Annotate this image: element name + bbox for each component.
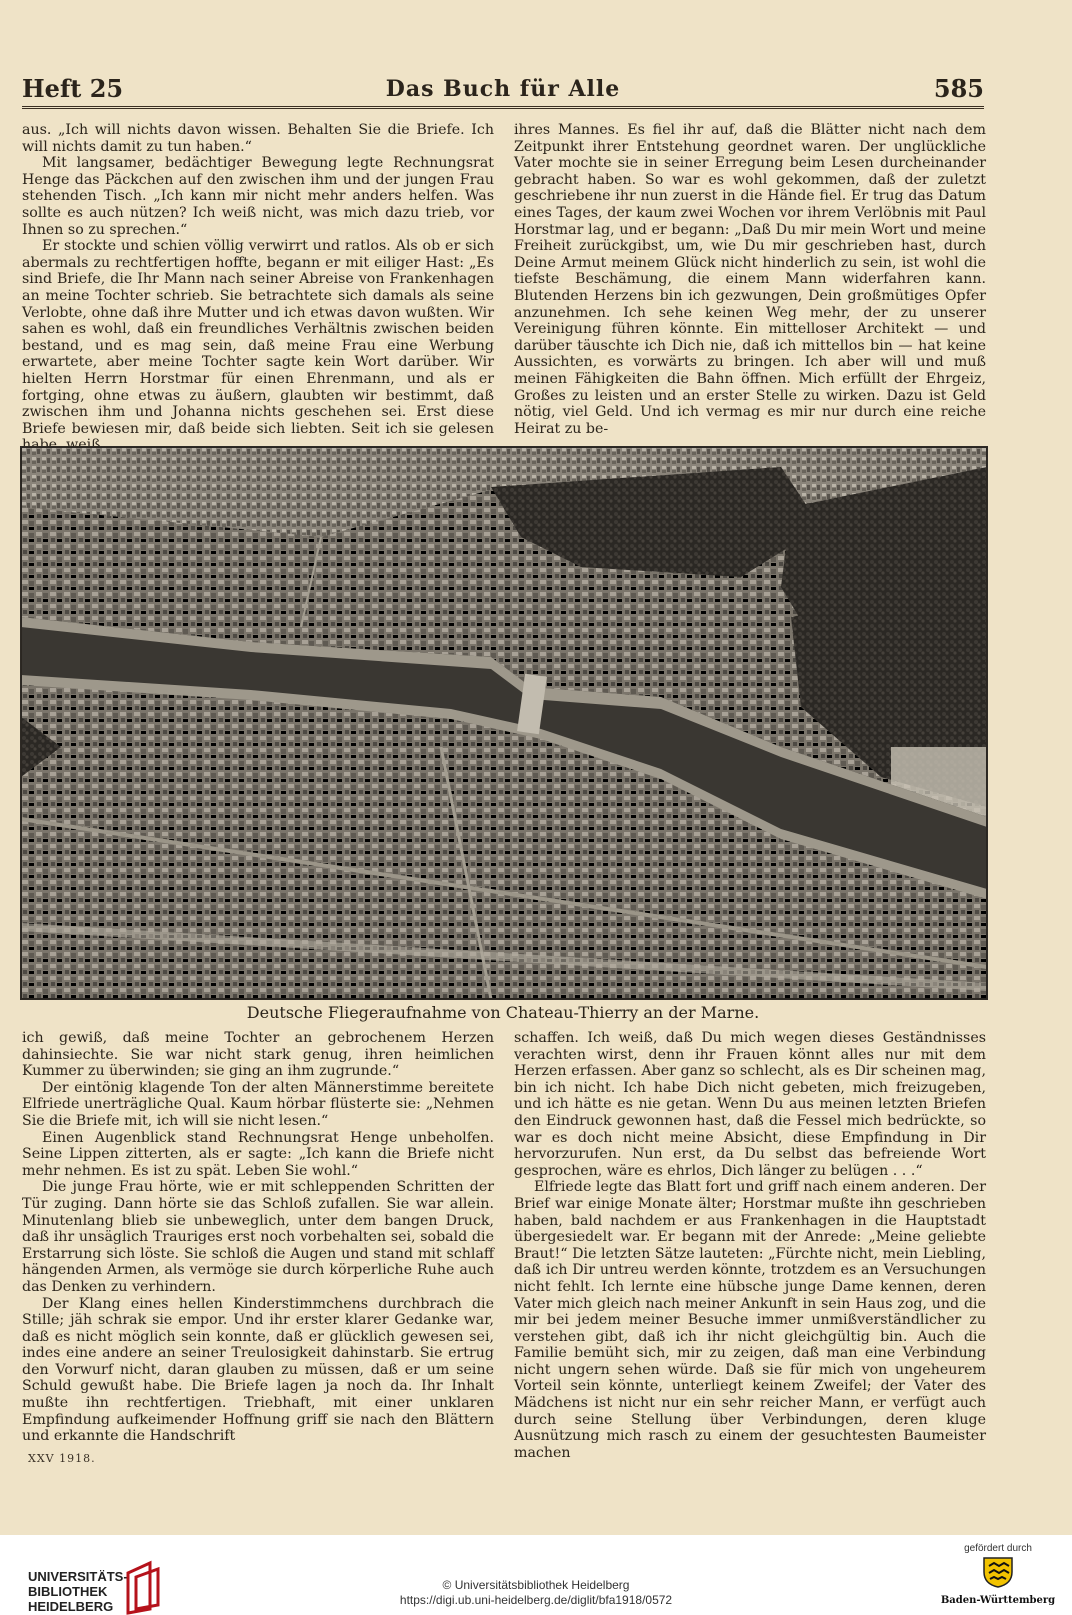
- column-right-top: [514, 122, 986, 437]
- library-name-line: HEIDELBERG: [28, 1599, 114, 1614]
- column-left-top: [22, 122, 494, 454]
- printer-signature: XXV 1918.: [28, 1452, 96, 1465]
- paragraph: aus. „Ich will nichts davon wissen. Behalten Sie die Briefe. Ich will nichts damit zu tun haben.“: [22, 122, 494, 155]
- library-name-line: UNIVERSITÄTS-: [28, 1569, 128, 1584]
- sponsor-block: [938, 1543, 1058, 1606]
- paragraph: ich gewiß, daß meine Tochter an gebrochenem Herzen dahinsiechte. Sie war nicht stark genug, ihren heimlichen Kummer zu überwinden; sie ging an ihm zugrunde.“: [22, 1030, 494, 1080]
- copyright-block: [0, 1578, 1072, 1608]
- paragraph: Der eintönig klagende Ton der alten Männerstimme bereitete Elfriede unerträgliche Qual. Kaum hörbar flüsterte sie: „Nehmen Sie die Briefe mit, ich will sie nicht lesen.“: [22, 1079, 494, 1129]
- paragraph: Elfriede legte das Blatt fort und griff nach einem anderen. Der Brief war einige Monate älter; Horstmar mußte ihn geschrieben haben, bald nachdem er aus Frankenhagen in die Hauptstadt übergesiedelt war. Er begann mit der Anrede: „Meine geliebte Braut!“ Die letzten Sätze lauteten: „Fürchte nicht, mein Liebling, daß ich Dir untreu werden könnte, trotzdem es an Versuchungen nicht fehlt. Ich lernte eine hübsche junge Dame kennen, deren Vater mich gleich nach meiner Ankunft in sein Haus zog, und die mir bei jedem meiner Besuche immer unmißverständlicher zu verstehen gibt, daß ich ihr nicht gleichgültig bin. Auch die Familie bemüht sich, mir zu zeigen, daß man eine Verbindung nicht ungern sehen würde. Daß sie für mich von ungeheurem Vorteil sein könnte, unterliegt keinem Zweifel; der Vater des Mädchens ist nicht nur ein sehr reicher Mann, er verfügt auch durch seine Stellung über Verbindungen, deren kluge Ausnützung mich rasch zu einem der gesuchtesten Baumeister machen: [514, 1179, 986, 1461]
- aerial-photograph: [20, 446, 988, 1000]
- magazine-title: Das Buch für Alle: [385, 76, 621, 102]
- aerial-photo-image: [21, 447, 987, 999]
- paragraph: Er stockte und schien völlig verwirrt und ratlos. Als ob er sich abermals zu rechtfertigen hoffte, begann er mit eiliger Hast: „Es sind Briefe, die Ihr Mann nach seiner Abreise von Frankenhagen an meine Tochter schrieb. Sie betrachtete sich damals als seine Verlobte, ohne daß ihre Mutter und ich etwas davon wußten. Wir sahen es wohl, daß ein freundliches Verhältnis zwischen beiden bestand, und es mag sein, daß meine Frau eine Werbung erwartete, aber meine Tochter sagte kein Wort darüber. Wir hielten Herrn Horstmar für einen Ehrenmann, und als er fortging, ohne etwas zu äußern, glaubten wir bestimmt, daß zwischen ihm und Johanna nichts geschehen sei. Erst diese Briefe bewiesen mir, daß beide sich liebten. Seit ich sie gelesen: [22, 238, 494, 437]
- paragraph: Mit langsamer, bedächtiger Bewegung legte Rechnungsrat Henge das Päckchen auf den zwischen ihm und der jungen Frau stehenden Tisch. „Ich kann mir nicht mehr anders helfen. Was sollte es auch nützen? Ich weiß nicht, was mich dazu trieb, vor Ihnen so zu sprechen.“: [22, 155, 494, 238]
- issue-number: Heft 25: [22, 74, 124, 103]
- page-number: 585: [933, 74, 984, 103]
- viewer-footer: [0, 1535, 1072, 1613]
- state-coat-of-arms-icon: [978, 1554, 1018, 1588]
- paragraph: schaffen. Ich weiß, daß Du mich wegen dieses Geständnisses verachten wirst, denn ihr Frauen könnt alles nur mit dem Herzen erfassen. Aber ganz so schlecht, als es Dir scheinen mag, bin ich nicht. Ich habe Dich nicht gebeten, mich freizugeben, und ich hätte es nie getan. Wenn Du aus meinen letzten Briefen den Eindruck gewonnen hast, daß die Fessel mich bedrückte, so war es doch nicht meine Absicht, diese Empfindung in Dir hervorzurufen. Nun erst, da Du selbst das befreiende Wort gesprochen, wäre es ehrlos, Dich länger zu belügen . . .“: [514, 1030, 986, 1179]
- funded-by-label: gefördert durch: [964, 1543, 1032, 1554]
- column-right-bottom: [514, 1030, 986, 1461]
- column-left-bottom: [22, 1030, 494, 1445]
- paragraph: ihres Mannes. Es fiel ihr auf, daß die Blätter nicht nach dem Zeitpunkt ihrer Entstehung geordnet waren. Der unglückliche Vater mochte sie in seiner Erregung beim Lesen durcheinander gebracht haben. So war es wohl gekommen, daß der zuletzt geschriebene ihr nun zuerst in die Hände fiel. Er trug das Datum eines Tages, der kaum zwei Wochen vor ihrem Verlöbnis mit Paul Horstmar lag, und er begann: „Daß Du mir mein Wort und meine Freiheit zurückgibst, um, wie Du mir geschrieben hast, durch Deine Armut meinem Glück nicht hinderlich zu sein, ist wohl die tiefste Beschämung, die einem Mann widerfahren kann. Blutenden Herzens bin ich gezwungen, Dein großmütiges Opfer anzunehmen. Ich sehe keinen Weg mehr, der zu unserer Vereinigung führen könnte. Ein mittelloser Architekt — und darüber täuschte ich Dich nie, daß ich mittellos bin — hat keine Aussichten, es vorwärts zu bringen. Ich aber will und muß meinen Fähigkeiten die Bahn öffnen. Mich erfüllt der Ehrgeiz, Großes zu leisten und an erster Stelle zu wirken. Dazu ist Geld nötig, viel Geld. Und ich vermag es mir nur durch eine reiche Heirat zu be-: [514, 122, 986, 437]
- page-header: [22, 72, 984, 109]
- paragraph: Die junge Frau hörte, wie er mit schleppenden Schritten der Tür zuging. Dann hörte sie das Schloß zufallen. Sie war allein. Minutenlang blieb sie unbeweglich, unter dem bangen Druck, daß ihr unsäglich Trauriges erst noch vorbehalten sei, sobald die Erstarrung sich löste. Sie schloß die Augen und stand mit schlaff hängenden Armen, als vermöge sie durch körperliche Ruhe auch das Denken zu verhindern.: [22, 1179, 494, 1295]
- library-name-line: BIBLIOTHEK: [28, 1584, 108, 1599]
- state-name: Baden-Württemberg: [940, 1595, 1056, 1606]
- photo-caption: Deutsche Fliegeraufnahme von Chateau-Thierry an der Marne.: [246, 1003, 760, 1022]
- permalink[interactable]: https://digi.ub.uni-heidelberg.de/diglit/bfa1918/0572: [399, 1593, 673, 1607]
- paragraph: Der Klang eines hellen Kinderstimmchens durchbrach die Stille; jäh schrak sie empor. Und ihr erster klarer Gedanke war, daß es nicht möglich sein konnte, daß er glücklich gewesen sei, indes eine andere an seiner Treulosigkeit dahinstarb. Sie ertrug den Vorwurf nicht, daran glauben zu müssen, daß er um seine Schuld gewußt habe. Die Briefe lagen ja noch da. Ihr Inhalt mußte ihn rechtfertigen. Triebhaft, mit einer unklaren Empfindung aufkeimender Hoffnung griff sie nach den Blättern und erkannte die Handschrift: [22, 1295, 494, 1445]
- paragraph: Einen Augenblick stand Rechnungsrat Henge unbeholfen. Seine Lippen zitterten, als er sagte: „Ich kann die Briefe nicht mehr nehmen. Es ist zu spät. Leben Sie wohl.“: [22, 1129, 494, 1179]
- copyright-text: © Universitätsbibliothek Heidelberg: [442, 1578, 630, 1592]
